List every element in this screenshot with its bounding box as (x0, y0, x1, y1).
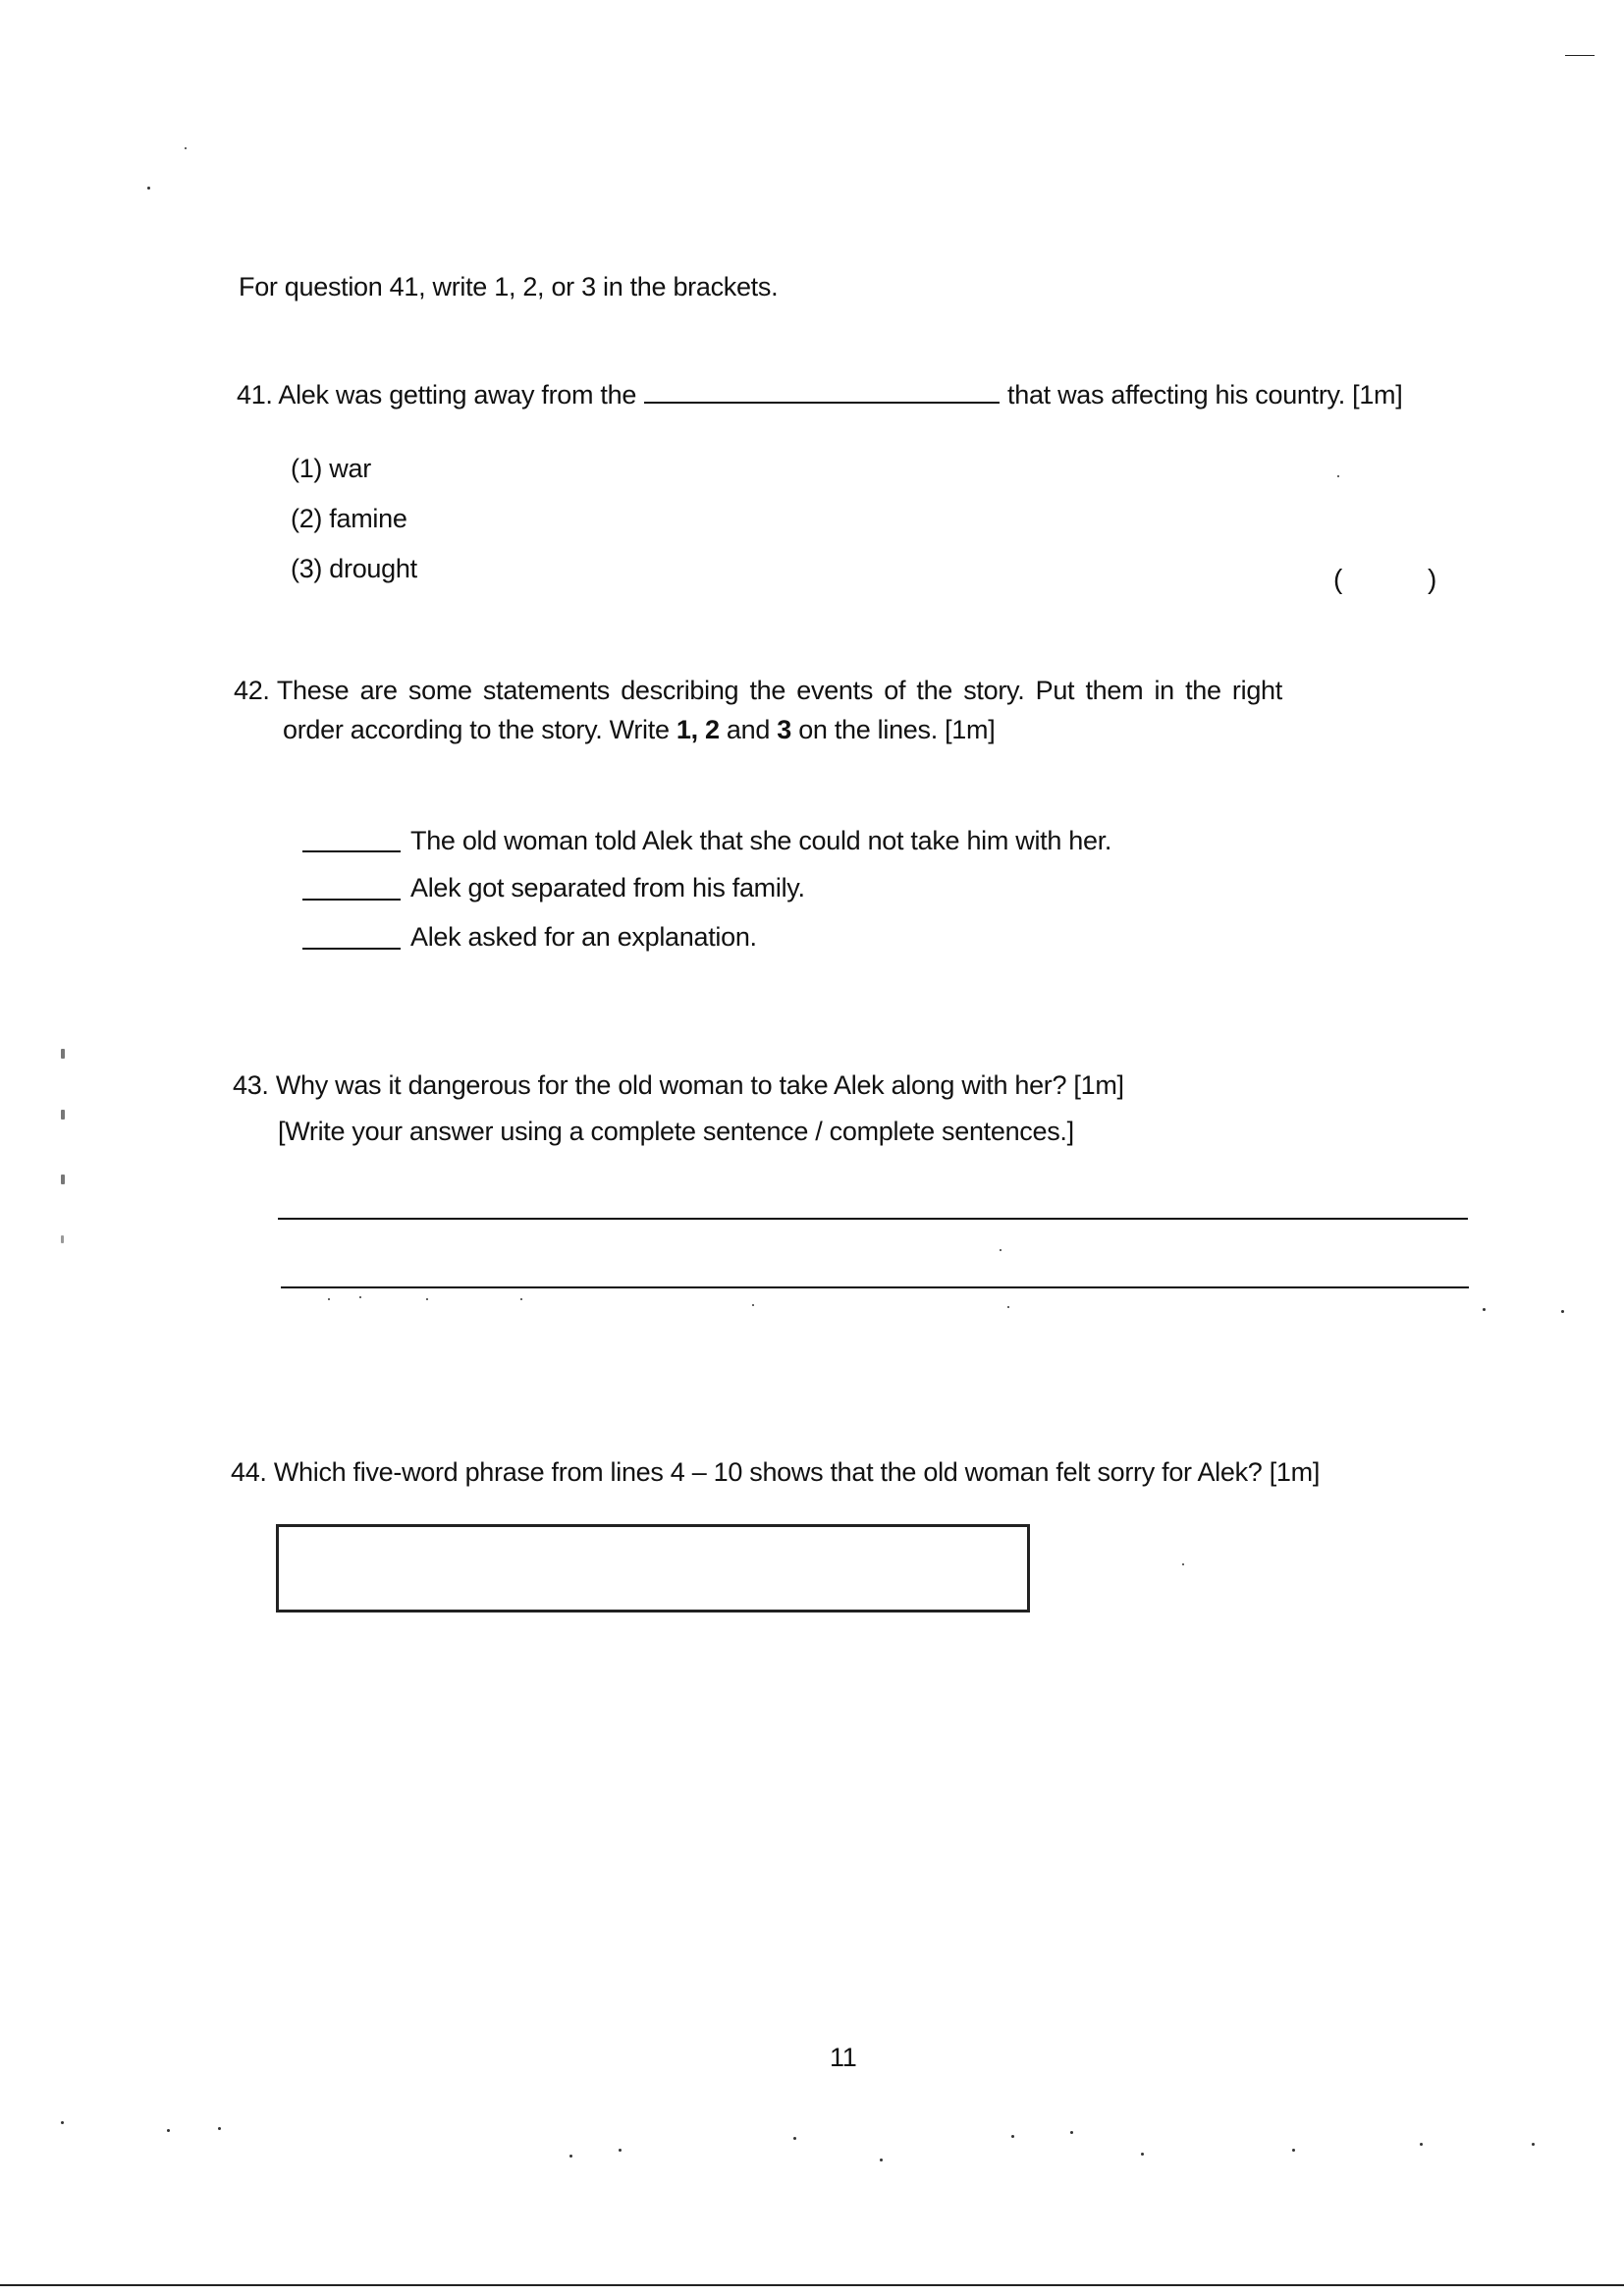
scan-speck (752, 1304, 754, 1306)
instruction-text: For question 41, write 1, 2, or 3 in the brackets. (239, 272, 779, 301)
scan-speck (185, 147, 187, 149)
question-44 (231, 1457, 1320, 1488)
question-41-text-after: that was affecting his country. [1m] (1007, 380, 1403, 410)
corner-mark (1565, 55, 1595, 56)
scan-speck (426, 1298, 428, 1300)
question-44-number: 44. (231, 1457, 267, 1487)
scan-speck (1011, 2135, 1014, 2138)
question-42-line2-post: on the lines. [1m] (791, 715, 996, 744)
scan-speck (1483, 1308, 1486, 1311)
question-41-number: 41. (237, 380, 273, 410)
question-43-hint: [Write your answer using a complete sentence / complete sentences.] (278, 1117, 1074, 1146)
option-3: (3) drought (291, 554, 417, 583)
scan-speck (520, 1298, 522, 1300)
scan-speck (61, 1049, 65, 1059)
scan-speck (328, 1298, 330, 1300)
page-number: 11 (830, 2043, 857, 2072)
scan-speck (359, 1296, 361, 1298)
bracket-open: ( (1333, 564, 1343, 594)
scan-speck (61, 1235, 64, 1243)
question-42-text: These are some statements describing the events of the story. Put them in the right (276, 676, 1282, 705)
order-number-3: 3 (777, 715, 791, 744)
question-42-line2-pre: order according to the story. Write (283, 715, 677, 744)
statement-2: Alek got separated from his family. (410, 873, 805, 902)
scan-speck (569, 2155, 572, 2158)
question-43 (233, 1070, 1124, 1101)
question-42-line2-mid: and (719, 715, 778, 744)
answer-box[interactable] (276, 1524, 1030, 1613)
scan-speck (1141, 2153, 1144, 2156)
bottom-rule (0, 2284, 1624, 2286)
scan-speck (1561, 1310, 1564, 1313)
scan-speck (61, 2121, 64, 2124)
scan-speck (1182, 1563, 1184, 1565)
order-blank-1[interactable] (302, 850, 401, 852)
bracket-close: ) (1428, 564, 1437, 594)
order-blank-3[interactable] (302, 948, 401, 950)
scan-speck (793, 2137, 796, 2140)
scan-speck (619, 2149, 622, 2152)
option-1: (1) war (291, 454, 371, 483)
option-2: (2) famine (291, 504, 407, 533)
scan-speck (61, 1110, 65, 1120)
question-41 (237, 380, 1402, 410)
order-separator: , (690, 715, 705, 744)
order-number-1: 1 (676, 715, 691, 744)
question-41-text-before: Alek was getting away from the (278, 380, 637, 410)
scan-speck (167, 2129, 170, 2132)
question-42-line-1 (234, 676, 1451, 706)
scan-speck (880, 2159, 883, 2161)
question-44-text: Which five-word phrase from lines 4 – 10 shows that the old woman felt sorry for Alek? [1m] (273, 1457, 1321, 1487)
scan-speck (1000, 1249, 1001, 1251)
answer-bracket[interactable] (1333, 564, 1441, 595)
scan-speck (147, 187, 150, 190)
scan-speck (1007, 1306, 1009, 1308)
order-number-2: 2 (705, 715, 720, 744)
question-43-number: 43. (233, 1070, 269, 1100)
statement-1: The old woman told Alek that she could not take him with her. (410, 826, 1112, 855)
answer-line-1[interactable] (278, 1218, 1468, 1220)
scan-speck (218, 2127, 221, 2130)
answer-line-2[interactable] (281, 1286, 1469, 1288)
scan-speck (1532, 2143, 1535, 2146)
statement-3: Alek asked for an explanation. (410, 922, 757, 952)
scan-speck (1337, 475, 1339, 477)
scan-speck (61, 1175, 65, 1184)
question-42-line-2 (283, 715, 995, 745)
question-43-text: Why was it dangerous for the old woman to take Alek along with her? [1m] (275, 1070, 1124, 1100)
scan-speck (1420, 2143, 1423, 2146)
order-blank-2[interactable] (302, 899, 401, 901)
question-42-number: 42. (234, 676, 270, 705)
scan-speck (1292, 2149, 1295, 2152)
scan-speck (1070, 2131, 1073, 2134)
question-41-answer-blank[interactable] (644, 380, 1000, 404)
